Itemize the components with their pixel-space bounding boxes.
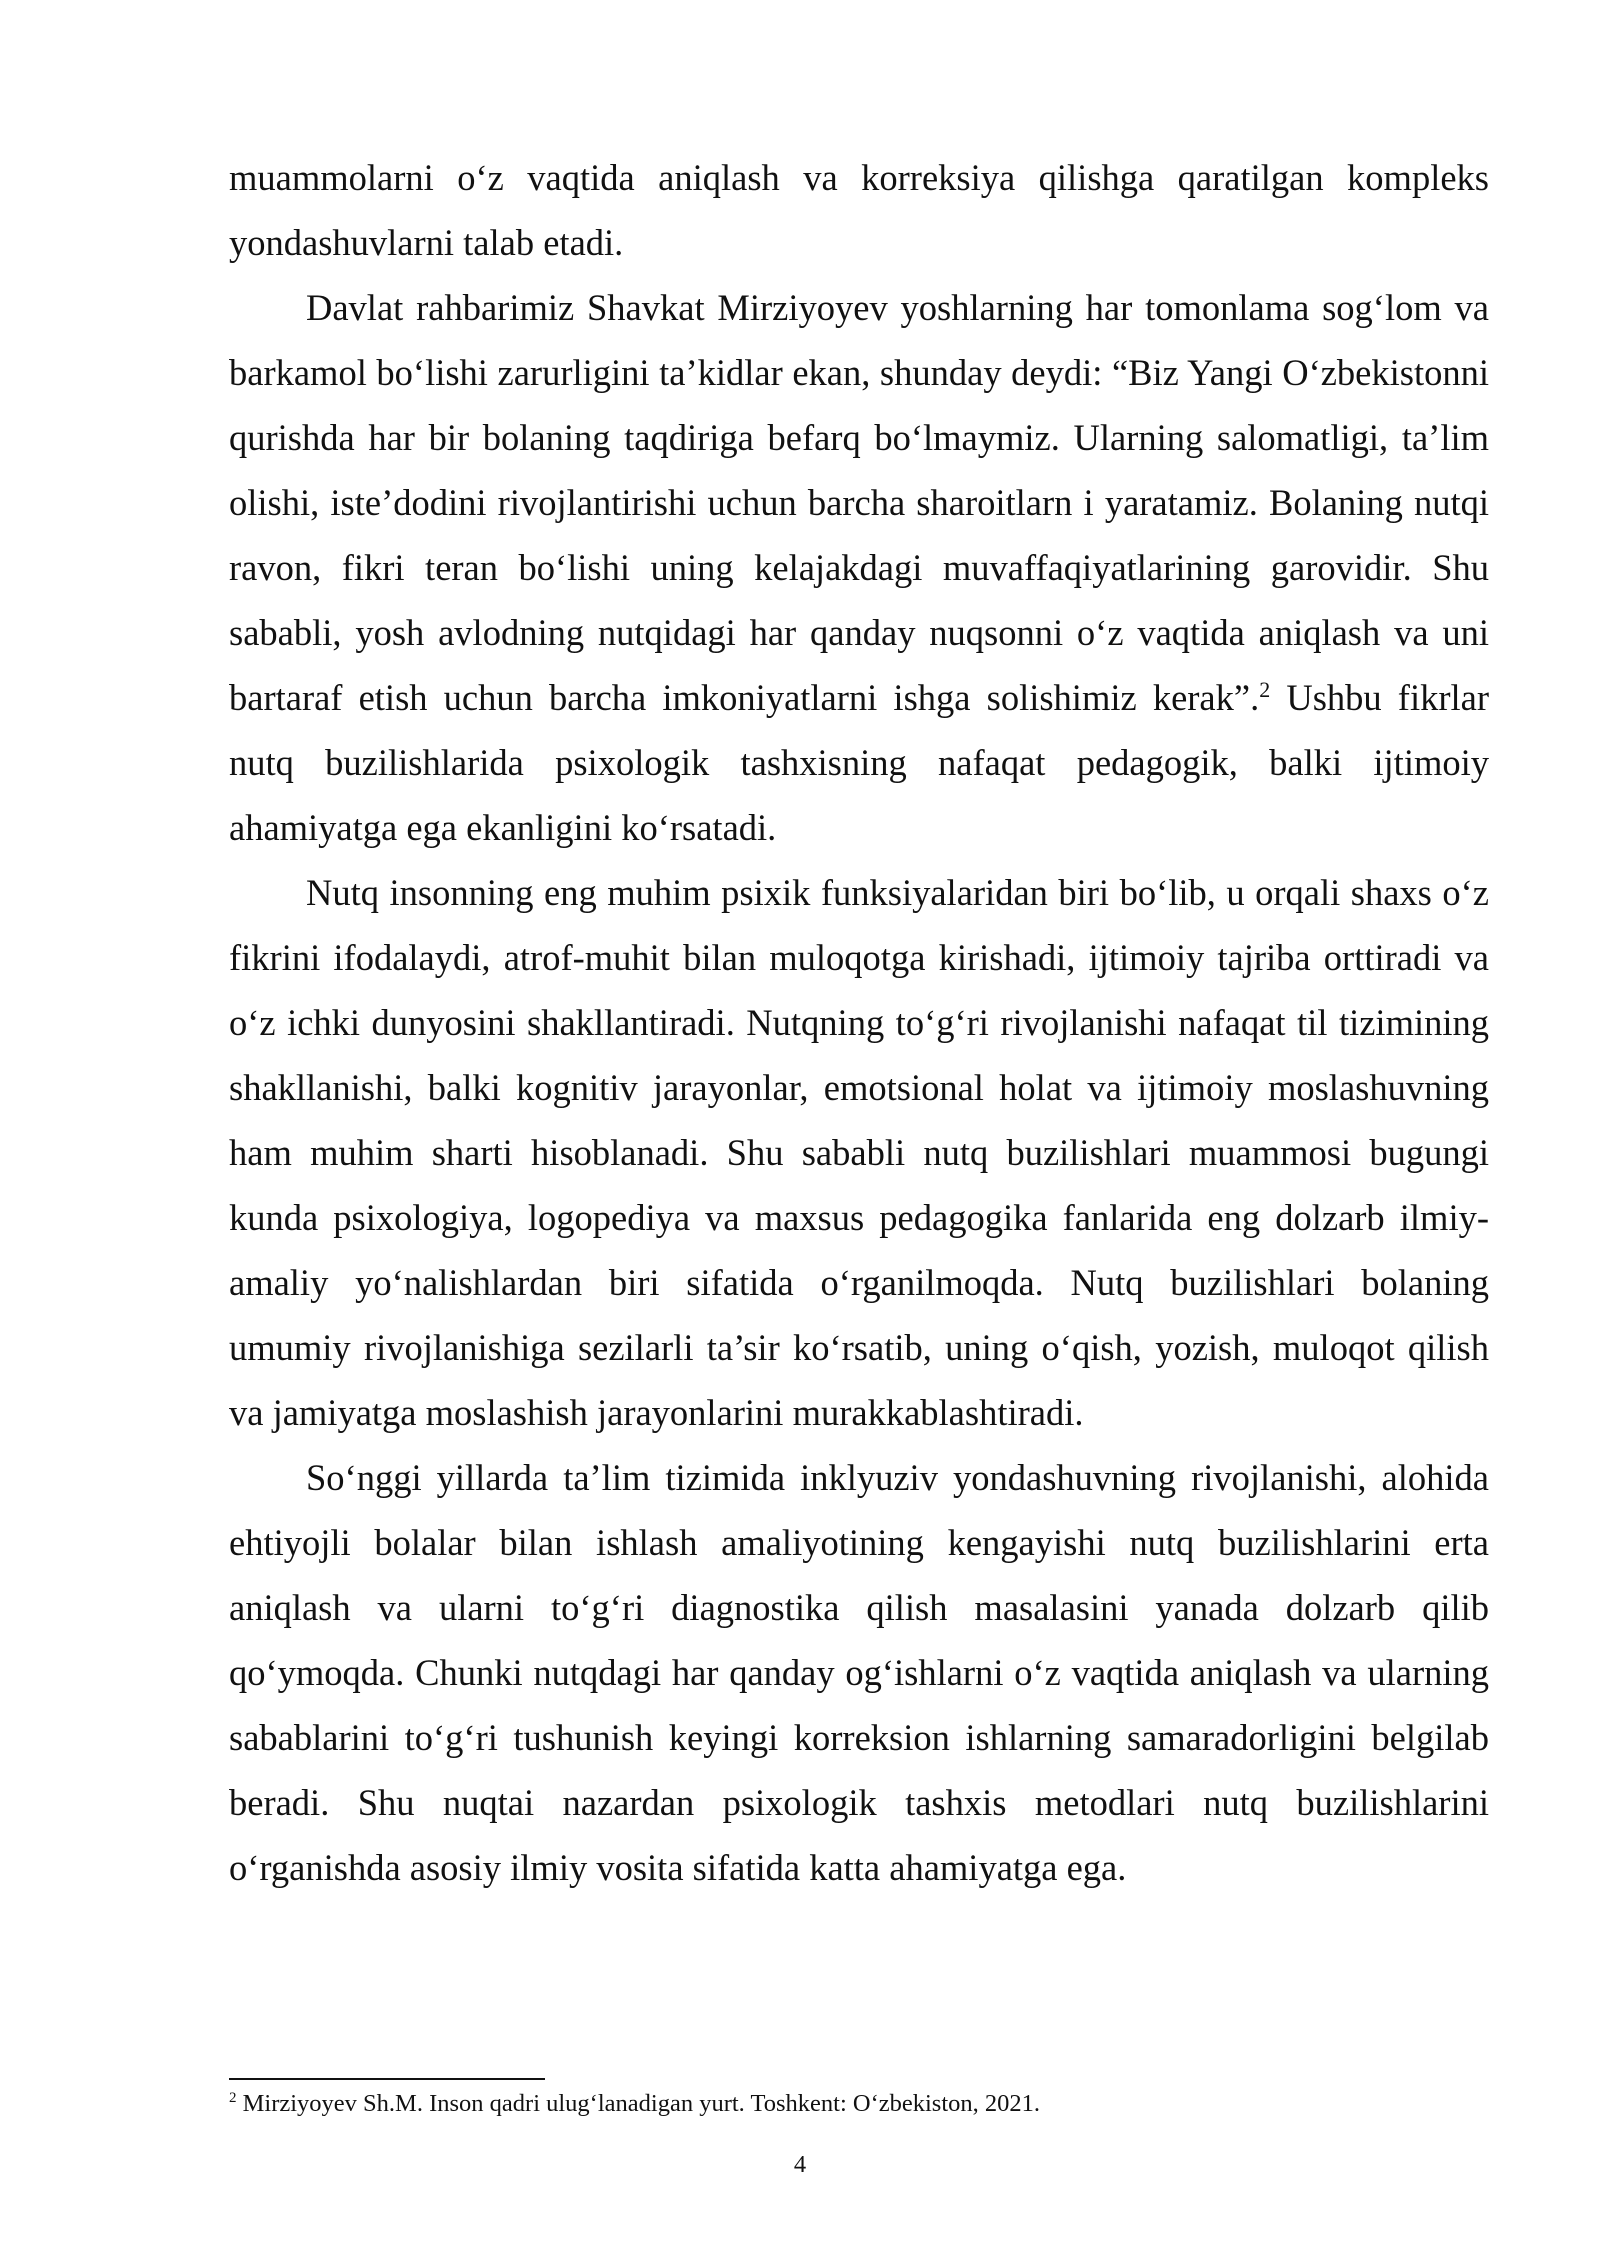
paragraph-text-before-ref: Davlat rahbarimiz Shavkat Mirziyoyev yoshlarning har tomonlama sog‘lom va barkamol bo‘lishi zarurligini ta’kidlar ekan, shunday deydi: “Biz Yangi O‘zbekistonni qurishda har bir bolaning taqdiriga befarq bo‘lmaymiz. Ularning salomatligi, ta’lim olishi, iste’dodini rivojlantirishi uchun barcha sharoitlarn i yaratamiz. Bolaning nutqi ravon, fikri teran bo‘lishi uning kelajakdagi muvaffaqiyatlarining garovidir. Shu sababli, yosh avlodning nutqidagi har qanday nuqsonni o‘z vaqtida aniqlash va uni bartaraf etish uchun barcha imkoniyatlarni ishga solishimiz kerak”.	[229, 287, 1489, 718]
page-number: 4	[793, 2151, 807, 2178]
paragraph-president-quote	[229, 275, 1489, 860]
footnote-reference[interactable]: 2	[1259, 676, 1271, 702]
footnote-text: Mirziyoyev Sh.M. Inson qadri ulug‘lanadigan yurt. Toshkent: O‘zbekiston, 2021.	[236, 2090, 1040, 2117]
paragraph-text-after-ref: Ushbu fikrlar nutq buzilishlarida psixologik tashxisning nafaqat pedagogik, balki ijtimoiy ahamiyatga ega ekanligini ko‘rsatadi.	[229, 677, 1489, 848]
footnote	[229, 2086, 1489, 2122]
paragraph-speech-importance: Nutq insonning eng muhim psixik funksiyalaridan biri bo‘lib, u orqali shaxs o‘z fikrini ifodalaydi, atrof-muhit bilan muloqotga kirishadi, ijtimoiy tajriba orttiradi va o‘z ichki dunyosini shakllantiradi. Nutqning to‘g‘ri rivojlanishi nafaqat til tizimining shakllanishi, balki kognitiv jarayonlar, emotsional holat va ijtimoiy moslashuvning ham muhim sharti hisoblanadi. Shu sababli nutq buzilishlari muammosi bugungi kunda psixologiya, logopediya va maxsus pedagogika fanlarida eng dolzarb ilmiy-amaliy yo‘nalishlardan biri sifatida o‘rganilmoqda. Nutq buzilishlari bolaning umumiy rivojlanishiga sezilarli ta’sir ko‘rsatib, uning o‘qish, yozish, muloqot qilish va jamiyatga moslashish jarayonlarini murakkablashtiradi.	[229, 872, 1489, 1433]
body-text	[229, 145, 1489, 1900]
paragraph-inclusive-education: So‘nggi yillarda ta’lim tizimida inklyuziv yondashuvning rivojlanishi, alohida ehtiyojli bolalar bilan ishlash amaliyotining kengayishi nutq buzilishlarini erta aniqlash va ularni to‘g‘ri diagnostika qilish masalasini yanada dolzarb qilib qo‘ymoqda. Chunki nutqdagi har qanday og‘ishlarni o‘z vaqtida aniqlash va ularning sabablarini to‘g‘ri tushunish keyingi korreksion ishlarning samaradorligini belgilab beradi. Shu nuqtai nazardan psixologik tashxis metodlari nutq buzilishlarini o‘rganishda asosiy ilmiy vosita sifatida katta ahamiyatga ega.	[229, 1457, 1489, 1888]
footnote-number: 2	[229, 2089, 237, 2106]
paragraph-continuation: muammolarni o‘z vaqtida aniqlash va korreksiya qilishga qaratilgan kompleks yondashuvlarni talab etadi.	[229, 157, 1489, 263]
footnote-separator	[229, 2078, 545, 2080]
